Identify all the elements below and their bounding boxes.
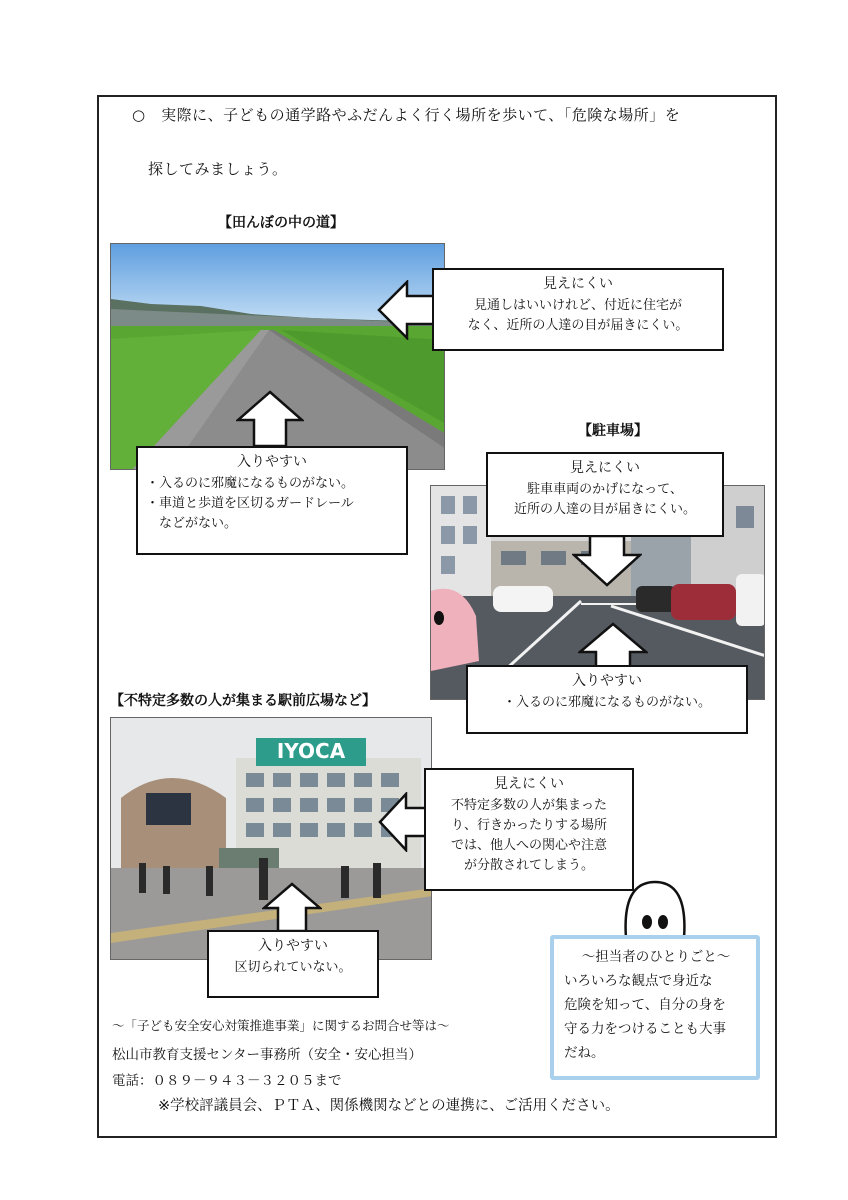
intro-line-1: ○ 実際に、子どもの通学路やふだんよく行く場所を歩いて、「危険な場所」を: [132, 106, 681, 124]
arrow-up-icon: [262, 882, 322, 932]
hard-to-see-box-rice-field: [432, 268, 724, 351]
peeking-character-icon: [620, 880, 690, 938]
note-line: だね。: [564, 1045, 605, 1061]
section-heading-parking: 【駐車場】: [578, 423, 648, 439]
easy-to-enter-line: 区切られていない。: [234, 960, 352, 975]
easy-to-enter-title: 入りやすい: [572, 673, 642, 689]
hard-to-see-line: が分散されてしまう。: [463, 858, 594, 873]
section-heading-rice-field: 【田んぼの中の道】: [218, 215, 344, 231]
hard-to-see-title: 見えにくい: [543, 276, 613, 292]
easy-to-enter-line: ・車道と歩道を区切るガードレール: [146, 496, 354, 511]
hard-to-see-line: なく、近所の人達の目が届きにくい。: [467, 318, 689, 333]
section-heading-station-plaza: 【不特定多数の人が集まる駅前広場など】: [110, 693, 376, 709]
easy-to-enter-box-rice-field: [136, 446, 408, 555]
hard-to-see-line: 駐車車両のかげになって、: [527, 482, 683, 497]
hard-to-see-box-parking: [486, 452, 724, 537]
contact-phone: 電話：０８９－９４３－３２０５まで: [112, 1073, 342, 1089]
note-line: 危険を知って、自分の身を: [564, 997, 726, 1013]
easy-to-enter-line: などがない。: [159, 516, 238, 531]
arrow-down-icon: [572, 535, 642, 587]
hard-to-see-line: 不特定多数の人が集まった: [450, 798, 607, 813]
arrow-up-icon: [236, 390, 304, 448]
note-title: ～担当者のひとりごと～: [581, 949, 731, 965]
staff-note-box: [550, 935, 760, 1080]
note-line: 守る力をつけることも大事: [564, 1021, 726, 1037]
note-line: いろいろな観点で身近な: [564, 973, 713, 989]
arrow-left-icon: [377, 280, 437, 340]
easy-to-enter-title: 入りやすい: [237, 454, 307, 470]
hard-to-see-title: 見えにくい: [494, 776, 564, 792]
hard-to-see-line: 見通しはいいけれど、付近に住宅が: [473, 298, 682, 313]
intro-line-2: 探してみましょう。: [148, 160, 288, 178]
easy-to-enter-title: 入りやすい: [258, 938, 328, 954]
contact-line-2: 松山市教育支援センター事務所（安全・安心担当）: [112, 1047, 422, 1063]
easy-to-enter-line: ・入るのに邪魔になるものがない。: [502, 695, 711, 710]
iyoca-sign-text: IYOCA: [276, 739, 346, 763]
easy-to-enter-box-parking: [466, 665, 748, 734]
hard-to-see-title: 見えにくい: [570, 460, 640, 476]
easy-to-enter-line: ・入るのに邪魔になるものがない。: [146, 476, 355, 491]
footer-note: ※学校評議員会、ＰＴＡ、関係機関などとの連携に、ご活用ください。: [158, 1098, 620, 1114]
hard-to-see-box-station: [424, 768, 634, 891]
easy-to-enter-box-station: [207, 930, 379, 998]
contact-line-1: ～「子ども安全安心対策推進事業」に関するお問合せ等は～: [112, 1018, 450, 1033]
hard-to-see-line: 近所の人達の目が届きにくい。: [513, 502, 696, 517]
hard-to-see-line: では、他人への関心や注意: [450, 838, 607, 853]
hard-to-see-line: り、行きかったりする場所: [450, 818, 607, 833]
